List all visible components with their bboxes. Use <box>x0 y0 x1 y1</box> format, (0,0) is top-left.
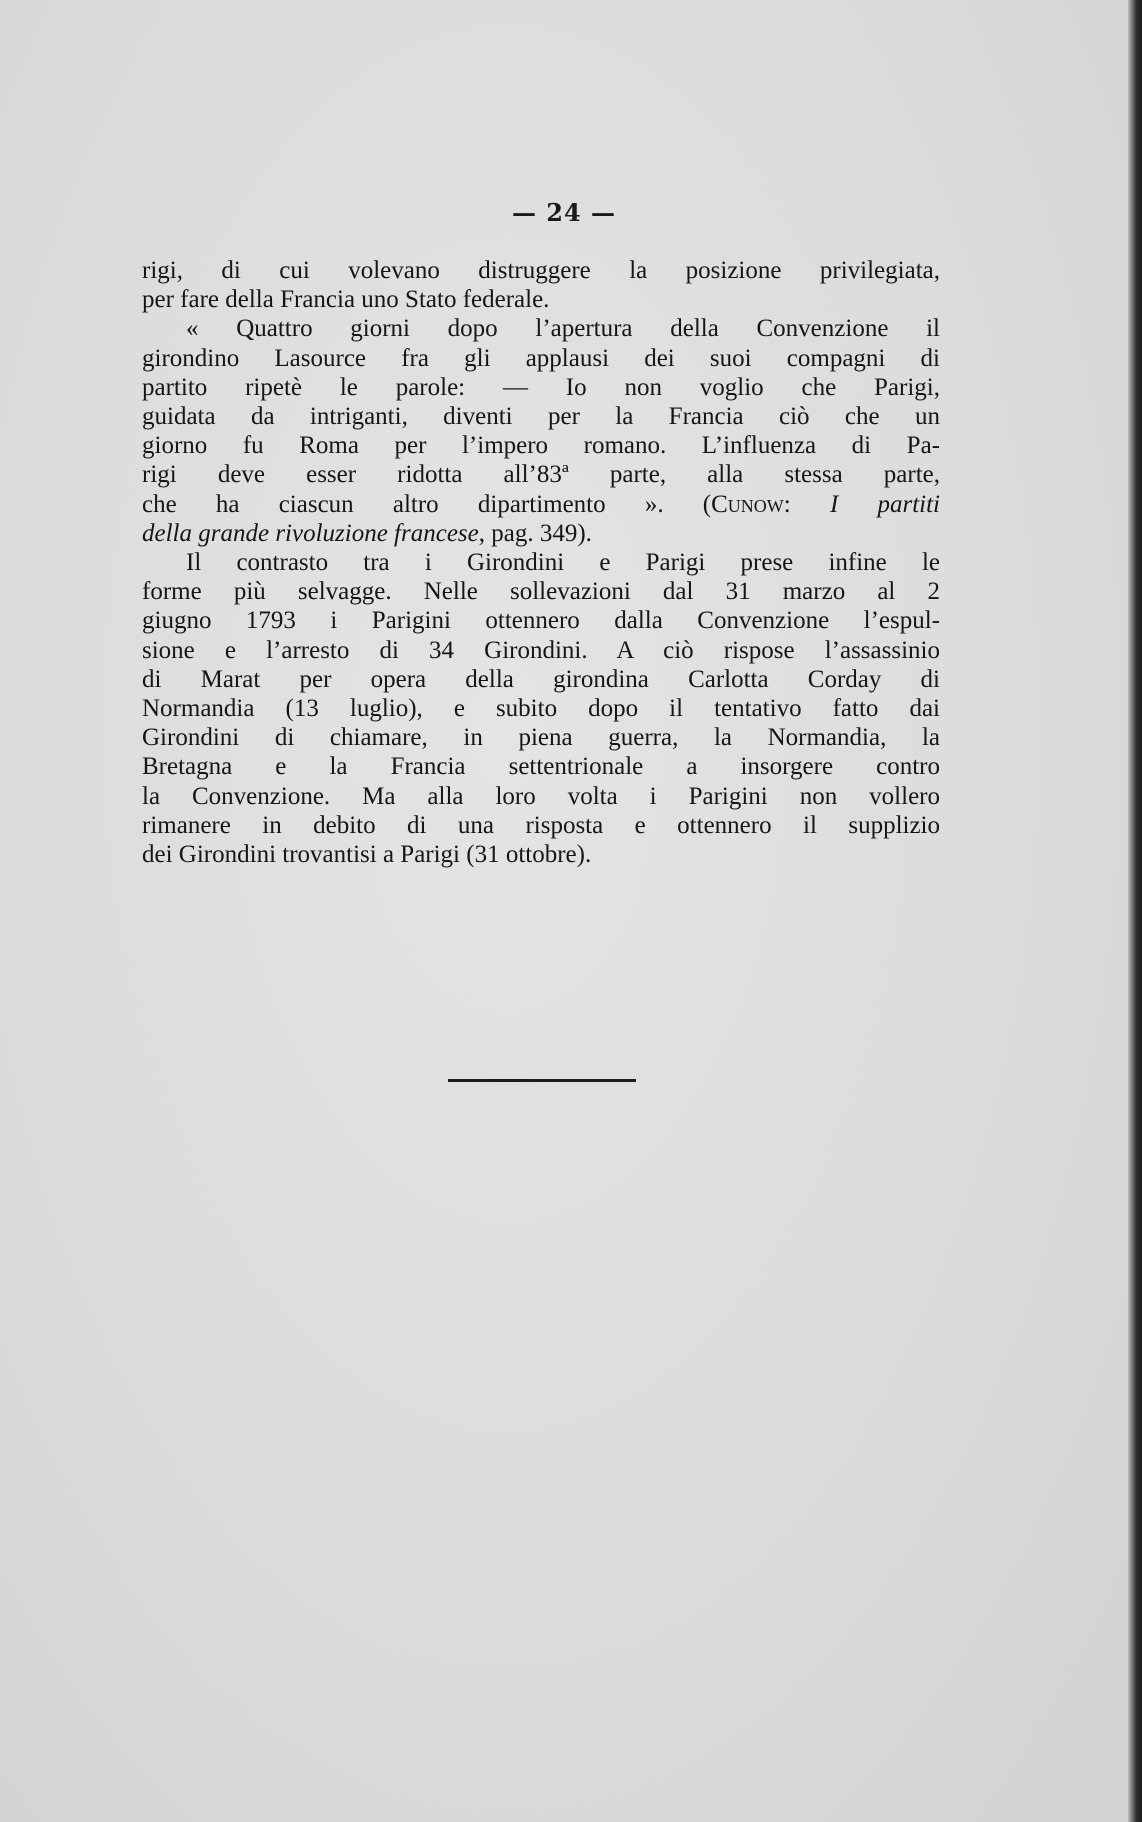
text-line: Bretagna e la Francia settentrionale a insorgere contro <box>142 753 940 781</box>
text-line: girondino Lasource fra gli applausi dei suoi compagni di <box>142 344 940 372</box>
text-line: la Convenzione. Ma alla loro volta i Parigini non vollero <box>142 782 940 810</box>
text-segment: , pag. 349). <box>478 519 592 547</box>
text-line: rimanere in debito di una risposta e ottennero il supplizio <box>142 811 940 839</box>
text-line: guidata da intriganti, diventi per la Francia ciò che un <box>142 403 940 431</box>
text-line <box>142 490 940 519</box>
text-line <box>142 519 940 548</box>
text-line: giugno 1793 i Parigini ottennero dalla Convenzione l’espul- <box>142 607 940 635</box>
text-line: giorno fu Roma per l’impero romano. L’influenza di Pa- <box>142 432 940 460</box>
text-line: dei Girondini trovantisi a Parigi (31 ottobre). <box>142 841 592 869</box>
text-line: Girondini di chiamare, in piena guerra, la Normandia, la <box>142 724 940 752</box>
text-line: Il contrasto tra i Girondini e Parigi prese infine le <box>186 549 940 577</box>
text-line: sione e l’arresto di 34 Girondini. A ciò rispose l’assassinio <box>142 636 940 664</box>
text-segment: : <box>783 490 830 518</box>
text-line: rigi deve esser ridotta all’83ª parte, alla stessa parte, <box>142 461 940 489</box>
text-line: « Quattro giorni dopo l’apertura della Convenzione il <box>186 315 940 343</box>
text-line: di Marat per opera della girondina Carlotta Corday di <box>142 665 940 693</box>
body-text <box>142 256 940 869</box>
citation-title: della grande rivoluzione francese <box>142 519 479 547</box>
citation-author: Cunow <box>711 490 784 518</box>
text-line: Normandia (13 luglio), e subito dopo il tentativo fatto dai <box>142 695 940 723</box>
text-line: per fare della Francia uno Stato federale. <box>142 286 550 314</box>
text-line: forme più selvagge. Nelle sollevazioni dal 31 marzo al 2 <box>142 578 940 606</box>
text-line: partito ripetè le parole: — Io non voglio che Parigi, <box>142 373 940 401</box>
end-of-section-rule <box>448 1079 636 1082</box>
citation-title: I partiti <box>829 490 940 518</box>
text-segment: che ha ciascun altro dipartimento ». ( <box>142 490 712 518</box>
text-line: rigi, di cui volevano distruggere la posizione privilegiata, <box>142 257 940 284</box>
page-edge-shadow <box>1128 0 1142 1822</box>
page-number: — 24 — <box>511 198 617 227</box>
